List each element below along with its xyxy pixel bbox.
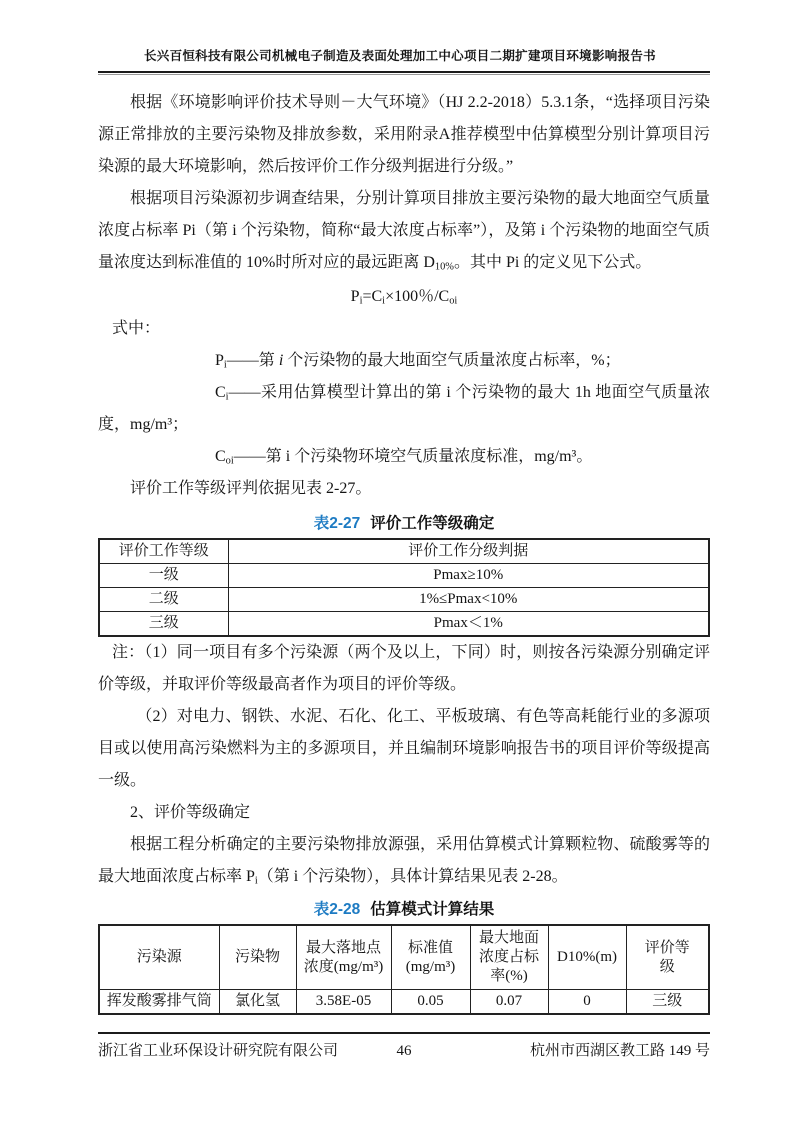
column-header: 评价等级 <box>626 925 709 990</box>
page-number: 46 <box>396 1043 412 1059</box>
definition-ci: $C_i——$采用估算模型计算出的第 i 个污染物的最大 1h 地面空气质量浓度，mg/m³； <box>98 384 710 433</box>
paragraph-survey-result: 根据项目污染源初步调查结果，分别计算项目排放主要污染物的最大地面空气质量浓度占标率 Pi（第 i 个污染物，简称“最大浓度占标率”），及第 i 个污染物的地面空气质量浓度达到标准值的 10%时所对应的最远距离 $D_{10\%}$。其中 Pi 的定义见下公式。 <box>98 190 710 273</box>
paragraph-estimation: 根据工程分析确定的主要污染物排放源强，采用估算模式计算颗粒物、硫酸雾等的最大地面浓度占标率 $P_i$（第 i 个污染物），具体计算结果见表 2-28。 <box>98 836 710 887</box>
definition-coi: $C_{oi}——$第 i 个污染物环境空气质量浓度标准，mg/m³。 <box>215 448 593 467</box>
table-row: 挥发酸雾排气筒 氯化氢 3.58E-05 0.05 0.07 0 三级 <box>99 990 709 1015</box>
table-2-28-caption: 表2-28 估算模式计算结果 <box>313 901 495 918</box>
table-2-27 <box>98 538 710 637</box>
footer-company: 浙江省工业环保设计研究院有限公司 <box>98 1043 339 1059</box>
table-note-2: （2）对电力、钢铁、水泥、石化、化工、平板玻璃、有色等高耗能行业的多源项目或以使用高污染燃料为主的多源项目，并且编制环境影响报告书的项目评价等级提高一级。 <box>98 708 710 789</box>
table-2-28 <box>98 924 710 1015</box>
document-body <box>98 87 710 1015</box>
table-2-28-label: 表2-28 <box>313 901 361 918</box>
table-2-27-label: 表2-27 <box>313 515 361 532</box>
column-header: 最大地面浓度占标率(%) <box>470 925 548 990</box>
column-header: 最大落地点浓度(mg/m³) <box>296 925 391 990</box>
definition-pi: $P_i——$第 i 个污染物的最大地面空气质量浓度占标率，%； <box>215 352 621 371</box>
column-header: 污染物 <box>219 925 296 990</box>
page-header <box>0 0 800 64</box>
table-row <box>99 539 709 564</box>
column-header: 评价工作分级判据 <box>228 539 709 564</box>
paragraph-guideline-quote: 根据《环境影响评价技术导则－大气环境》（HJ 2.2-2018）5.3.1条，“选择项目污染源正常排放的主要污染物及排放参数，采用附录A推荐模型中估算模型分别计算项目污染源的最大环境影响，然后按评价工作分级判据进行分级。” <box>98 94 710 175</box>
formula-where-label: 式中： <box>112 320 161 337</box>
table-row: 三级 Pmax＜1% <box>99 612 709 637</box>
report-header-title: 长兴百恒科技有限公司机械电子制造及表面处理加工中心项目二期扩建项目环境影响报告书 <box>143 49 656 63</box>
see-table-2-27-line: 评价工作等级评判依据见表 2-27。 <box>130 480 372 497</box>
column-header: D10%(m) <box>548 925 626 990</box>
section-heading-2: 2、评价等级确定 <box>130 804 251 821</box>
table-row <box>99 925 709 990</box>
column-header: 污染源 <box>99 925 219 990</box>
table-note-1: 注：（1）同一项目有多个污染源（两个及以上，下同）时，则按各污染源分别确定评价等级，并取评价等级最高者作为项目的评价等级。 <box>98 644 710 693</box>
table-row: 一级 Pmax≥10% <box>99 564 709 588</box>
page-footer <box>98 1032 710 1060</box>
header-divider <box>98 71 710 75</box>
column-header: 标准值(mg/m³) <box>391 925 470 990</box>
formula-pi: $P_i=C_i\times 100$％$/C_{oi}$ <box>350 288 458 307</box>
column-header: 评价工作等级 <box>99 539 228 564</box>
table-2-27-caption: 表2-27 评价工作等级确定 <box>313 515 495 532</box>
d10-subscript: 10% <box>434 261 454 273</box>
footer-address: 杭州市西湖区教工路 149 号 <box>529 1043 710 1059</box>
table-row: 二级 1%≤Pmax<10% <box>99 588 709 612</box>
